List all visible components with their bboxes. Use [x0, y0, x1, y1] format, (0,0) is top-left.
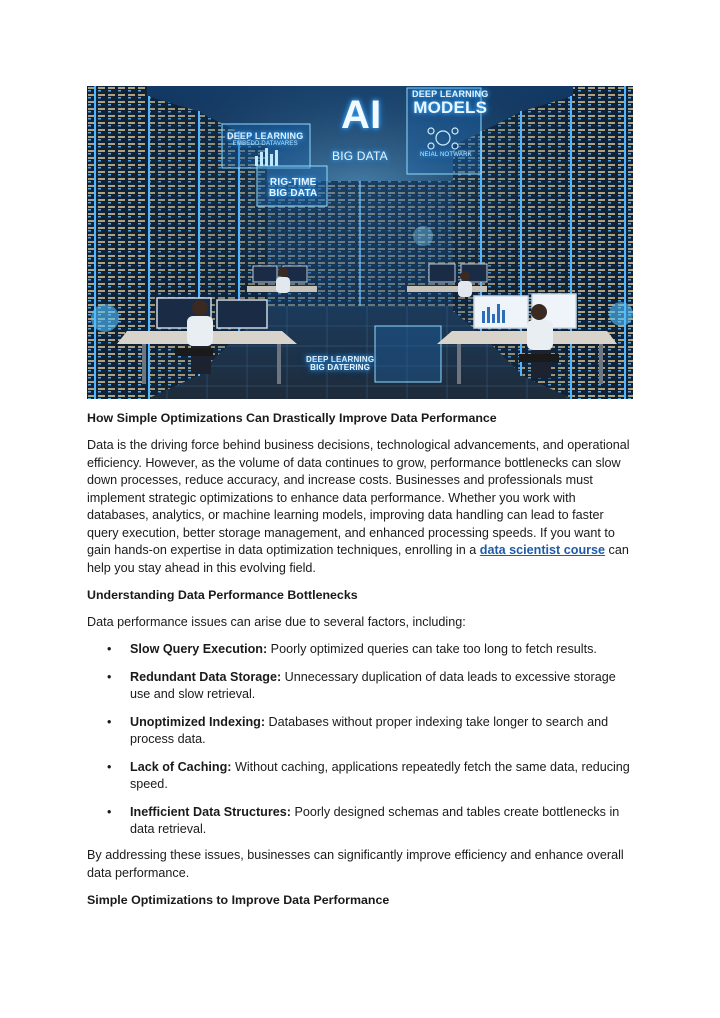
list-item [87, 804, 635, 839]
list-item [87, 669, 635, 704]
list-item-text: Without caching, applications repeatedly fetch the same data, reducing speed. [130, 759, 630, 791]
hero-label-models-main: MODELS [413, 98, 488, 118]
hero-label-deep-learning-1-sub: EMBEDD DATAVARES [232, 141, 298, 148]
hero-label-neural: NEIAL NOTWARK [420, 152, 472, 158]
hero-label-realtime-2: BIG DATA [269, 187, 318, 199]
section-heading-optimizations: Simple Optimizations to Improve Data Performance [87, 893, 390, 907]
hero-label-deep-learning-2-title: DEEP LEARNING [306, 355, 375, 364]
list-item-term: Redundant Data Storage: [130, 669, 282, 684]
list-item-text: Poorly optimized queries can take too long to fetch results. [267, 642, 597, 656]
intro-paragraph [87, 437, 635, 577]
bullet-icon: • [107, 714, 112, 729]
hero-label-realtime [269, 178, 317, 199]
list-item [87, 641, 635, 659]
hero-label-big-data: BIG DATA [332, 149, 388, 163]
bottleneck-list [87, 641, 635, 839]
list-item-text: Databases without proper indexing take longer to search and process data. [130, 714, 609, 746]
hero-label-deep-learning-2 [306, 356, 374, 373]
bullet-icon: • [107, 669, 112, 684]
section-summary-paragraph: By addressing these issues, businesses can significantly improve efficiency and enhance overall data performance. [87, 848, 624, 880]
hero-image [87, 86, 633, 399]
list-item-term: Lack of Caching: [130, 759, 232, 774]
intro-text-after-link: can help you stay ahead in this evolving field. [87, 543, 629, 575]
list-item [87, 759, 635, 794]
bullet-icon: • [107, 642, 112, 656]
hero-label-ai: AI [341, 93, 382, 137]
section-heading-bottlenecks: Understanding Data Performance Bottlenecks [87, 588, 358, 602]
list-item-term: Slow Query Execution: [130, 642, 268, 656]
list-item-term: Unoptimized Indexing: [130, 714, 266, 729]
hero-label-deep-learning-1-title: DEEP LEARNING [227, 131, 304, 141]
list-item-text: Poorly designed schemas and tables create bottlenecks in data retrieval. [130, 804, 620, 836]
list-item [87, 714, 635, 749]
section-lead-text: Data performance issues can arise due to several factors, including: [87, 615, 466, 629]
bullet-icon: • [107, 804, 112, 819]
bullet-icon: • [107, 759, 112, 774]
intro-text-before-link: Data is the driving force behind business decisions, technological advancements, and operational efficiency. However, as the volume of data continues to grow, performance bottlenecks can slow down processes, reduce accuracy, and increase costs. Businesses and professionals must implement strategic optimizations to enhance data performance. Whether you work with databases, analytics, or machine learning models, improving data handling can lead to faster query execution, better storage management, and enhanced processing speeds. If you want to gain hands-on expertise in data optimization techniques, enrolling in a [87, 438, 630, 557]
hero-label-deep-learning-1 [227, 132, 303, 148]
article-title: How Simple Optimizations Can Drastically Improve Data Performance [87, 411, 497, 425]
hero-label-models-top: DEEP LEARNING [412, 89, 489, 99]
list-item-term: Inefficient Data Structures: [130, 804, 291, 819]
list-item-text: Unnecessary duplication of data leads to excessive storage use and slow retrieval. [130, 669, 616, 701]
data-scientist-course-link[interactable]: data scientist course [479, 543, 606, 557]
hero-label-deep-learning-2-sub: BIG DATERING [310, 363, 371, 373]
hero-label-models [412, 90, 488, 117]
hero-label-realtime-1: RIG-TIME [269, 177, 317, 188]
